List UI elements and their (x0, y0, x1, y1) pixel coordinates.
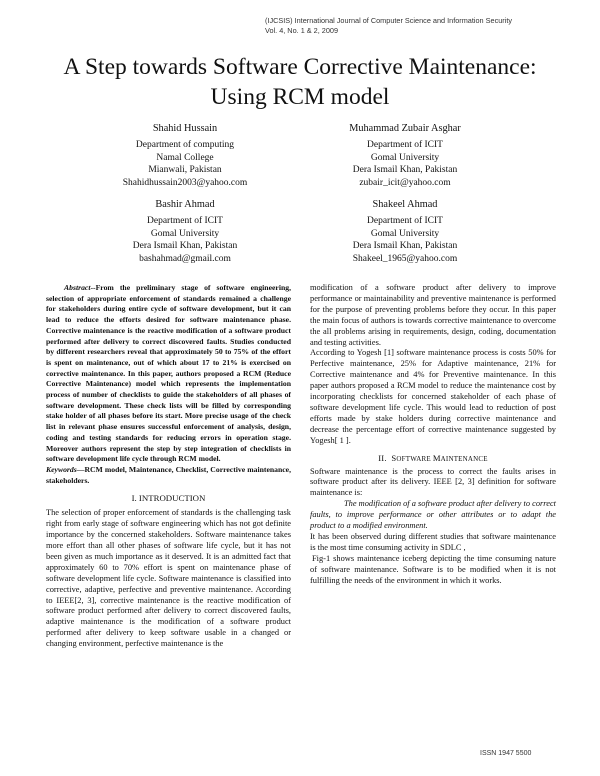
author-name: Shakeel Ahmad (372, 199, 438, 210)
journal-line-1: (IJCSIS) International Journal of Computer Science and Information Security (265, 16, 512, 25)
right-paragraph-4: It has been observed during different studies that software maintenance is the most time consuming activity in SDLC , (310, 531, 556, 552)
author-block-2 (320, 123, 490, 189)
section-cap-s: S (391, 452, 397, 463)
author-org: Gomal University (370, 228, 440, 239)
author-block-3 (100, 199, 270, 265)
right-paragraph-2: According to Yogesh [1] software maintenance process is costs 50% for Perfective maintenance, 25% for Adaptive maintenance, 21% for Corrective maintenance and 4% for Preventive maintenance. In this paper authors proposed a RCM model to reduce the maintenance cost by incorporating checklists for concerned stakeholder of each phase of software development life cycle. This would lead to reduction of post efforts made by stake holders during corrective maintenance and decrease the percentage effort of corrective maintenance suggested by Yogesh[ 1 ]. (310, 348, 556, 445)
author-email: bashahmad@gmail.com (139, 253, 231, 264)
author-org: Namal College (156, 152, 214, 163)
author-city: Dera Ismail Khan, Pakistan (352, 165, 458, 176)
journal-line-2: Vol. 4, No. 1 & 2, 2009 (265, 25, 339, 35)
section-number: II. (378, 452, 387, 463)
author-dept: Department of ICIT (147, 216, 223, 227)
journal-header (265, 16, 512, 35)
author-city: Dera Ismail Khan, Pakistan (352, 241, 458, 252)
paper-title (30, 52, 570, 112)
title-line-2: Using RCM model (210, 84, 390, 110)
abstract (46, 283, 291, 465)
section-small-2: AINTENANCE (440, 454, 488, 463)
abstract-label: Abstract (64, 283, 91, 292)
author-name: Shahid Hussain (152, 123, 218, 134)
section-heading-software-maintenance (310, 453, 556, 465)
author-email: Shakeel_1965@yahoo.com (352, 253, 458, 264)
right-paragraph-5: Fig-1 shows maintenance iceberg depicting the time consuming nature of software maintenance. Software is to be modified when it is not fulfilling the needs of the environment in which it works. (310, 553, 556, 585)
right-column (310, 283, 556, 586)
keywords-label: Keywords (46, 464, 77, 474)
section-small-1: OFTWARE (396, 454, 433, 463)
footer-issn: ISSN 1947 5500 (480, 750, 532, 757)
author-block-1 (100, 123, 270, 189)
intro-paragraph: The selection of proper enforcement of standards is the challenging task right from early stage of software engineering which has not got definite importance by the concerned stakeholders. Software maintenance takes more effort than all other phases of software life cycle, but it has not been given as much importance as it deserved. It is an admitted fact that approximately 60 to 70% effort is spent on maintenance phase of software development life cycle. Software maintenance is classified into corrective, adaptive, perfective and preventive maintenance. According to IEEE[2, 3], corrective maintenance is the reactive modification of software product performed after delivery to correct discovered faults, adaptive maintenance is the modification of a software product performed after delivery to keep software usable in a changed or changing environment, perfective maintenance is the (46, 508, 291, 649)
author-org: Gomal University (150, 228, 220, 239)
author-dept: Department of computing (135, 140, 235, 151)
author-city: Dera Ismail Khan, Pakistan (132, 241, 238, 252)
author-dept: Department of ICIT (367, 216, 443, 227)
author-org: Gomal University (370, 152, 440, 163)
keywords (46, 465, 291, 486)
author-name: Bashir Ahmad (155, 199, 215, 210)
right-paragraph-3: Software maintenance is the process to correct the faults arises in software product after its delivery. IEEE [2, 3] definition for software maintenance is: (310, 466, 556, 498)
abstract-text: --From the preliminary stage of software engineering, selection of appropriate enforcement of standards remained a challenge for stakeholders during entire cycle of software development, but it can lead to reduce the efforts desired for software maintenance phase. Corrective maintenance is the reactive modification of a software product performed after delivery to correct discovered faults. Studies conducted by different researchers reveal that approximately 50 to 75% of the effort is spent on maintenance, out of which about 17 to 21% is exercised on corrective maintenance. In this paper, authors proposed a RCM (Reduce Corrective Maintenance) model which represents the implementation process of number of checklists to guide the stakeholders of all phases of software development. These check lists will be filled by corresponding stake holder of all phases before its start. More precise usage of the check list in relevant phase ensures successful enforcement of analysis, design, coding and testing standards for reducing errors in operation stage. Moreover authors represent the step by step integration of checklists in software development life cycle through RCM model. (46, 283, 291, 464)
right-paragraph-1: modification of a software product after delivery to improve performance or maintainability and preventive maintenance is performed for the purpose of preventing problems before they occur. In this paper the main focus of authors is towards corrective maintenance to overcome the all problems arising in requirements, design, coding, documentation and testing activities. (310, 283, 556, 347)
author-name: Muhammad Zubair Asghar (349, 123, 461, 134)
title-line-1: A Step towards Software Corrective Maintenance: (63, 54, 537, 80)
author-city: Mianwali, Pakistan (148, 165, 222, 176)
section-cap-m: M (432, 452, 441, 463)
keywords-text: —RCM model, Maintenance, Checklist, Corrective maintenance, stakeholders. (46, 464, 291, 485)
author-email: Shahidhussain2003@yahoo.com (122, 177, 248, 188)
author-block-4 (320, 199, 490, 265)
left-column (46, 283, 291, 650)
section-heading-introduction: I. INTRODUCTION (131, 493, 206, 504)
author-email: zubair_icit@yahoo.com (359, 177, 451, 188)
ieee-definition: The modification of a software product after delivery to correct faults, to improve performance or other attributes or to adapt the product to a modified environment. (310, 499, 556, 531)
author-dept: Department of ICIT (367, 140, 443, 151)
